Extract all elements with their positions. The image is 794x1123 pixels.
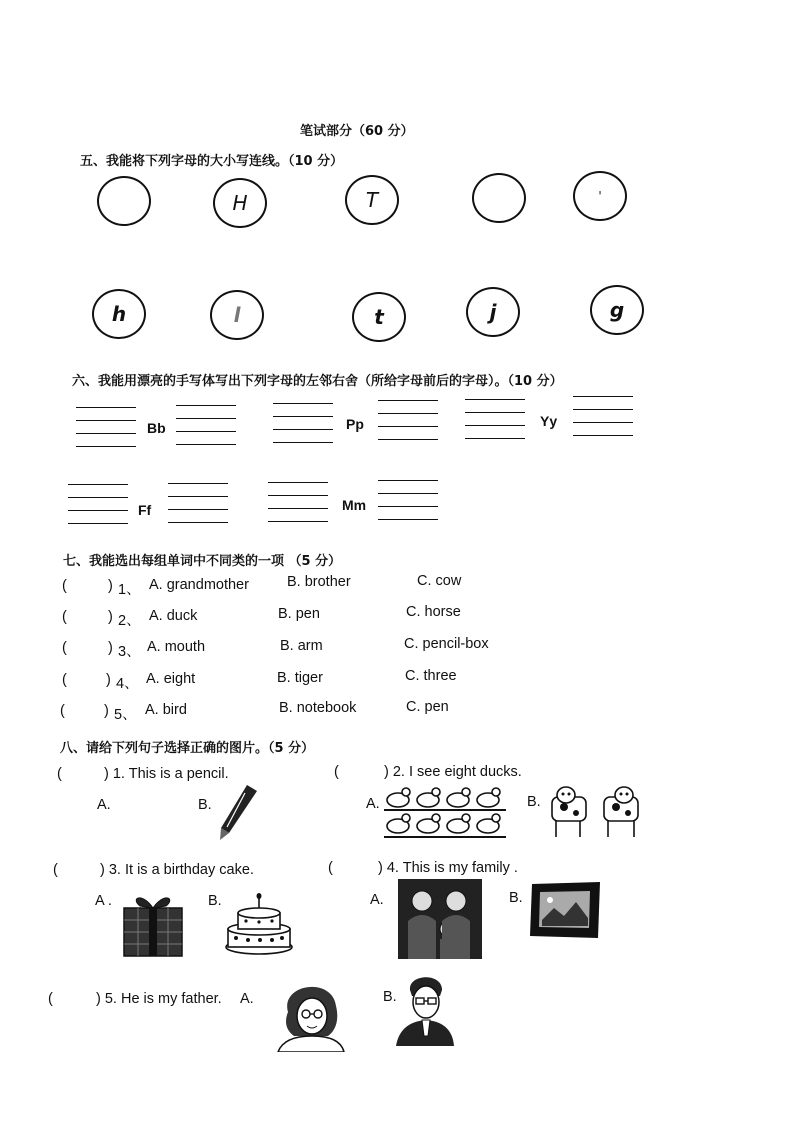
uppercase-circle-1[interactable] <box>97 176 151 226</box>
question-text: ) 1. This is a pencil. <box>104 766 229 782</box>
question-text: ) 5. He is my father. <box>96 991 222 1007</box>
birthday-cake-icon <box>224 893 294 955</box>
answer-paren-close: ) <box>104 703 109 719</box>
writing-lines-before-ff[interactable] <box>68 484 128 536</box>
answer-paren-open[interactable]: ( <box>53 862 58 878</box>
option-c: C. horse <box>406 604 461 620</box>
answer-paren-close: ) <box>108 640 113 656</box>
uppercase-circle-2[interactable]: H <box>213 178 267 228</box>
uppercase-circle-3[interactable]: T <box>345 175 399 225</box>
gift-box-icon <box>120 890 186 958</box>
answer-paren-open[interactable]: ( <box>62 609 67 625</box>
section-6-heading: 六、我能用漂亮的手写体写出下列字母的左邻右舍（所给字母前后的字母）。（10 分） <box>72 374 563 389</box>
lowercase-circle-2[interactable]: l <box>210 290 264 340</box>
writing-lines-before-mm[interactable] <box>268 482 328 534</box>
question-number: 5、 <box>114 707 137 723</box>
question-number: 3、 <box>118 644 141 660</box>
question-text: ) 4. This is my family . <box>378 860 518 876</box>
question-number: 1、 <box>118 582 141 598</box>
man-icon <box>394 970 456 1046</box>
writing-lines-after-pp[interactable] <box>378 400 438 452</box>
woman-icon <box>274 976 348 1052</box>
option-b-label: B. <box>527 794 541 810</box>
option-c: C. pen <box>406 699 449 715</box>
option-b-label: B. <box>509 890 523 906</box>
option-a-label: A. <box>370 892 384 908</box>
answer-paren-open[interactable]: ( <box>328 860 333 876</box>
answer-paren-open[interactable]: ( <box>62 672 67 688</box>
picture-frame-icon <box>528 880 602 940</box>
answer-paren-open[interactable]: ( <box>57 766 62 782</box>
question-text: ) 3. It is a birthday cake. <box>100 862 254 878</box>
letter-pp: Pp <box>346 416 364 432</box>
option-a-label: A. <box>240 991 254 1007</box>
question-number: 2、 <box>118 613 141 629</box>
lowercase-circle-3[interactable]: t <box>352 292 406 342</box>
answer-paren-open[interactable]: ( <box>62 578 67 594</box>
option-b-label: B. <box>208 893 222 909</box>
writing-lines-before-pp[interactable] <box>273 403 333 455</box>
writing-lines-before-yy[interactable] <box>465 399 525 451</box>
letter-yy: Yy <box>540 413 558 429</box>
letter-mm: Mm <box>342 497 367 513</box>
option-b: B. brother <box>287 574 351 590</box>
page-title: 笔试部分（60 分） <box>300 124 414 139</box>
option-a-label: A. <box>366 796 380 812</box>
option-a-label: A . <box>95 893 112 909</box>
option-a: A. grandmother <box>149 577 249 593</box>
lowercase-circle-4[interactable]: j <box>466 287 520 337</box>
section-7-heading: 七、我能选出每组单词中不同类的一项 （5 分） <box>63 554 342 569</box>
answer-paren-open[interactable]: ( <box>334 764 339 780</box>
option-b-label: B. <box>383 989 397 1005</box>
option-a: A. mouth <box>147 639 206 655</box>
writing-lines-after-ff[interactable] <box>168 483 228 535</box>
lowercase-circle-5[interactable]: g <box>590 285 644 335</box>
option-c: C. pencil-box <box>404 636 489 652</box>
answer-paren-open[interactable]: ( <box>62 640 67 656</box>
ducks-icon <box>384 784 506 840</box>
option-a: A. eight <box>146 671 196 687</box>
answer-paren-close: ) <box>108 578 113 594</box>
writing-lines-before-bb[interactable] <box>76 407 136 459</box>
letter-bb: Bb <box>147 420 166 436</box>
option-a-label: A. <box>97 797 111 813</box>
answer-paren-open[interactable]: ( <box>60 703 65 719</box>
answer-paren-close: ) <box>108 609 113 625</box>
family-photo-icon <box>398 879 482 959</box>
writing-lines-after-yy[interactable] <box>573 396 633 448</box>
option-a: A. bird <box>145 702 187 718</box>
writing-lines-after-mm[interactable] <box>378 480 438 532</box>
uppercase-circle-4[interactable] <box>472 173 526 223</box>
option-c: C. cow <box>417 573 462 589</box>
option-b-label: B. <box>198 797 212 813</box>
answer-paren-close: ) <box>106 672 111 688</box>
answer-paren-open[interactable]: ( <box>48 991 53 1007</box>
option-b: B. tiger <box>277 670 323 686</box>
section-5-heading: 五、我能将下列字母的大小写连线。（10 分） <box>80 154 344 169</box>
option-c: C. three <box>405 668 457 684</box>
option-b: B. arm <box>280 638 323 654</box>
option-b: B. notebook <box>279 700 357 716</box>
writing-lines-after-bb[interactable] <box>176 405 236 457</box>
lowercase-circle-1[interactable]: h <box>92 289 146 339</box>
question-text: ) 2. I see eight ducks. <box>384 764 522 780</box>
letter-ff: Ff <box>138 502 152 518</box>
uppercase-circle-5[interactable]: ' <box>573 171 627 221</box>
pencil-icon <box>215 783 260 841</box>
option-a: A. duck <box>149 608 198 624</box>
option-b: B. pen <box>278 606 320 622</box>
section-8-heading: 八、请给下列句子选择正确的图片。（5 分） <box>60 741 315 756</box>
question-number: 4、 <box>116 676 139 692</box>
cows-icon <box>546 783 644 841</box>
